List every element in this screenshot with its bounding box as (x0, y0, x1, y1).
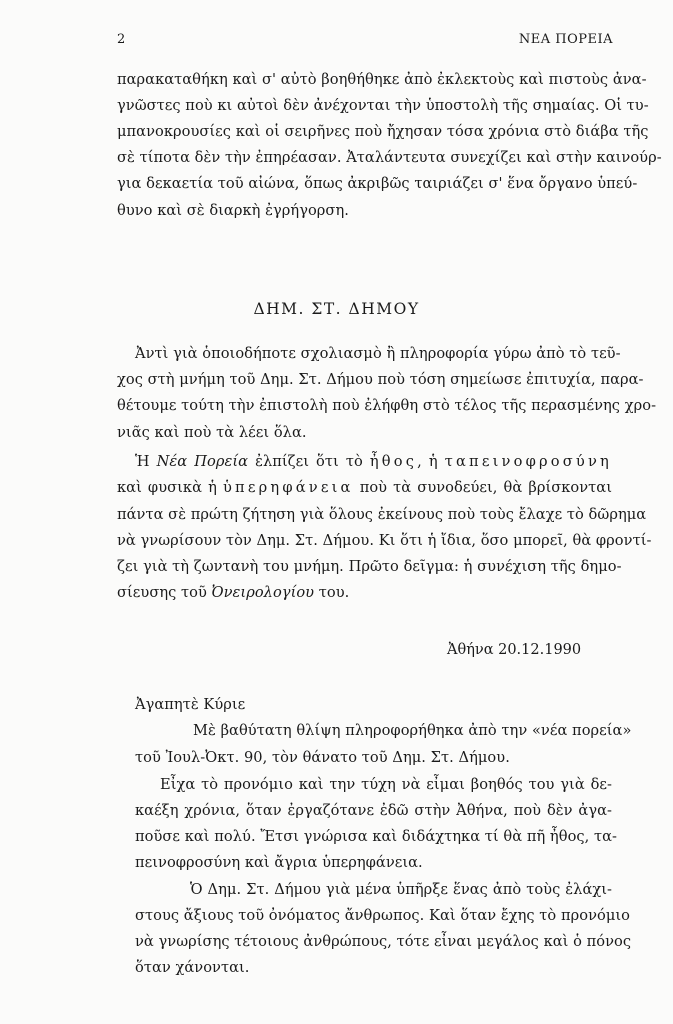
spaced-word: ταπεινοφροσύνη (444, 453, 612, 470)
text-run: Ἡ (135, 453, 157, 470)
letter-line: καέξη χρόνια, ὅταν ἐργαζότανε ἐδῶ στὴν Ἀθήνα, ποὺ δὲν ἀγα- (135, 802, 612, 819)
intro-line: για δεκαετία τοῦ αἰώνα, ὅπως ἀκριβῶς ταιριάζει σ' ἕνα ὄργανο ὑπεύ- (117, 175, 638, 192)
letter-date: Ἀθήνα 20.12.1990 (447, 642, 582, 658)
spaced-word: ἦθος (369, 453, 418, 470)
letter-line: Εἶχα τὸ προνόμιο καὶ την τύχη νὰ εἶμαι βοηθός του γιὰ δε- (160, 776, 612, 793)
letter-line: Μὲ βαθύτατη θλίψη πληροφορήθηκα ἀπὸ την «νέα πορεία» (193, 722, 632, 739)
letter-salutation: Ἀγαπητὲ Κύριε (135, 696, 246, 713)
intro-line: θυνο καὶ σὲ διαρκὴ ἐγρήγορση. (117, 202, 349, 219)
text-run: ποὺ τὰ συνοδεύει, θὰ βρίσκονται (353, 479, 612, 496)
paragraph-line (135, 452, 612, 472)
paragraph-line: νιᾶς καὶ ποὺ τὰ λέει ὅλα. (117, 424, 307, 441)
letter-line: τοῦ Ἰουλ-Ὀκτ. 90, τὸν θάνατο τοῦ Δημ. Στ. Δήμου. (135, 749, 510, 766)
intro-line: γνῶστες ποὺ κι αὐτοὶ δὲν ἀνέχονται τὴν ὑποστολὴ τῆς σημαίας. Οἱ τυ- (117, 97, 649, 114)
paragraph-line: χος στὴ μνήμη τοῦ Δημ. Στ. Δήμου ποὺ τόση σημείωσε ἐπιτυχία, παρα- (117, 371, 644, 388)
letter-line: νὰ γνωρίσης τέτοιους ἀνθρώπους, τότε εἶναι μεγάλος καὶ ὁ πόνος (135, 933, 632, 950)
text-run: σίευσης τοῦ (117, 584, 212, 601)
journal-title: Νέα Πορεία (156, 453, 249, 470)
work-title: Ὀνειρολογίου (211, 584, 315, 601)
paragraph-line (117, 478, 612, 498)
paragraph-line: ζει γιὰ τὴ ζωντανὴ του μνήμη. Πρῶτο δεῖγμα: ἡ συνέχιση τῆς δημο- (117, 558, 622, 575)
letter-line: πεινοφροσύνη καὶ ἄγρια ὑπερηφάνεια. (135, 854, 423, 871)
running-title: ΝΕΑ ΠΟΡΕΙΑ (518, 32, 613, 47)
paragraph-line: θέτουμε τούτη τὴν ἐπιστολὴ ποὺ ἐλήφθη στὸ τέλος τῆς περασμένης χρο- (117, 397, 657, 414)
page-header (117, 32, 613, 52)
intro-line: σὲ τίποτα δὲν τὴν ἐπηρέασαν. Ἀταλάντευτα συνεχίζει καὶ στὴν καινούρ- (117, 149, 662, 166)
page-number: 2 (117, 32, 126, 47)
paragraph-line: πάντα σὲ πρώτη ζήτηση γιὰ ὅλους ἐκείνους ποὺ τοὺς ἔλαχε τὸ δῶρημα (117, 506, 647, 523)
text-run: καὶ φυσικὰ ἡ (117, 479, 223, 496)
text-run: του. (314, 584, 350, 601)
letter-line: ποῦσε καὶ πολύ. Ἔτσι γνώρισα καὶ διδάχτηκα τί θὰ πῆ ἦθος, τα- (135, 828, 618, 845)
section-title: ΔΗΜ. ΣΤ. ΔΗΜΟΥ (253, 300, 420, 318)
paragraph-line: νὰ γνωρίσουν τὸν Δημ. Στ. Δήμου. Κι ὅτι ἡ ἴδια, ὅσο μπορεῖ, θὰ φροντί- (117, 532, 652, 549)
paragraph-line (117, 583, 349, 603)
spaced-word: ὑπερηφάνεια (222, 479, 354, 496)
paragraph-line: Ἀντὶ γιὰ ὁποιοδήποτε σχολιασμὸ ἢ πληροφορία γύρω ἀπὸ τὸ τεῦ- (135, 345, 621, 362)
intro-line: μπανοκρουσίες καὶ οἱ σειρῆνες ποὺ ἤχησαν τόσα χρόνια στὸ διάβα τῆς (117, 123, 649, 140)
intro-line: παρακαταθήκη καὶ σ' αὐτὸ βοηθήθηκε ἀπὸ ἐκλεκτοὺς καὶ πιστοὺς ἀνα- (117, 71, 647, 88)
letter-line: Ὁ Δημ. Στ. Δήμου γιὰ μένα ὑπῆρξε ἕνας ἀπὸ τοὺς ἐλάχι- (190, 881, 612, 898)
text-run: , ἡ (417, 453, 445, 470)
letter-line: ὅταν χάνονται. (135, 959, 250, 976)
text-run: ἐλπίζει ὅτι τὸ (248, 453, 370, 470)
letter-line: στους ἄξιους τοῦ ὀνόματος ἄνθρωπος. Καὶ ὅταν ἔχης τὸ προνόμιο (135, 907, 630, 924)
